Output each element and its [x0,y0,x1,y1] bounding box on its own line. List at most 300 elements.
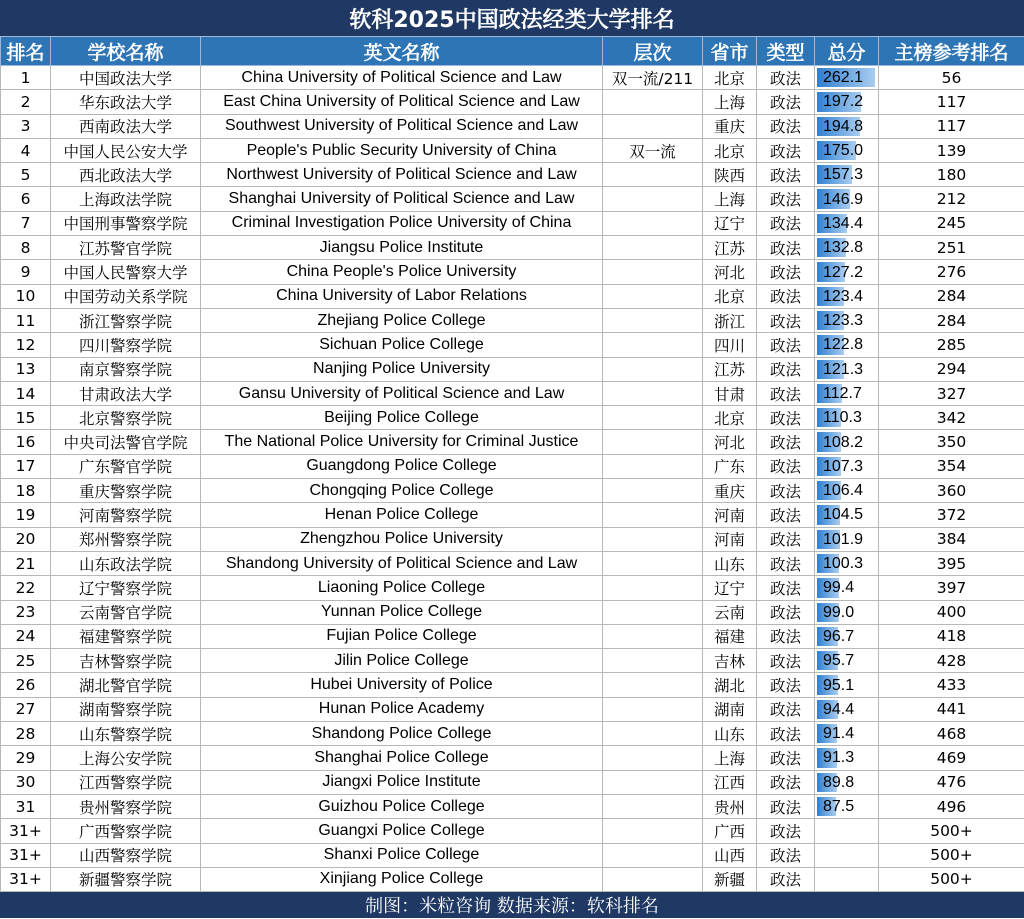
cell-rank: 9 [1,260,51,284]
score-value: 101.9 [823,530,864,548]
table-row[interactable] [1,236,1024,260]
cell-rank: 31+ [1,843,51,867]
cell-province: 重庆 [703,114,757,138]
cell-score [815,576,879,600]
cell-main-rank: 469 [879,746,1024,770]
table-row[interactable] [1,527,1024,551]
cell-main-rank: 284 [879,308,1024,332]
cell-type: 政法 [757,746,815,770]
header-english-name[interactable]: 英文名称 [201,37,603,66]
cell-rank: 15 [1,406,51,430]
cell-school-name: 贵州警察学院 [51,794,201,818]
cell-type: 政法 [757,187,815,211]
cell-rank: 11 [1,308,51,332]
cell-score [815,90,879,114]
cell-school-name: 上海公安学院 [51,746,201,770]
cell-level [603,333,703,357]
cell-level [603,187,703,211]
cell-english-name: Beijing Police College [201,406,603,430]
table-row[interactable] [1,503,1024,527]
cell-type: 政法 [757,138,815,162]
cell-type: 政法 [757,576,815,600]
score-value: 194.8 [823,117,864,135]
cell-level [603,90,703,114]
table-row[interactable] [1,430,1024,454]
cell-rank: 31+ [1,819,51,843]
cell-school-name: 中国劳动关系学院 [51,284,201,308]
cell-english-name: Jiangsu Police Institute [201,236,603,260]
page-title: 软科2025中国政法经类大学排名 [0,0,1024,36]
table-row[interactable] [1,66,1024,90]
cell-province: 云南 [703,600,757,624]
header-score[interactable]: 总分 [815,37,879,66]
cell-main-rank: 468 [879,722,1024,746]
cell-rank: 8 [1,236,51,260]
cell-province: 山西 [703,843,757,867]
cell-province: 上海 [703,187,757,211]
cell-rank: 26 [1,673,51,697]
score-value: 134.4 [823,214,864,232]
score-value: 99.0 [823,603,855,621]
cell-score [815,114,879,138]
cell-school-name: 吉林警察学院 [51,649,201,673]
cell-rank: 16 [1,430,51,454]
cell-level [603,503,703,527]
cell-score [815,527,879,551]
cell-type: 政法 [757,114,815,138]
cell-province: 广东 [703,454,757,478]
cell-province: 河南 [703,503,757,527]
cell-province: 吉林 [703,649,757,673]
cell-province: 北京 [703,284,757,308]
cell-score [815,551,879,575]
cell-level [603,454,703,478]
score-value: 106.4 [823,482,864,500]
cell-school-name: 华东政法大学 [51,90,201,114]
cell-rank: 24 [1,624,51,648]
cell-school-name: 湖南警察学院 [51,697,201,721]
cell-main-rank: 384 [879,527,1024,551]
header-row [1,37,1024,66]
cell-type: 政法 [757,770,815,794]
score-value: 99.4 [823,579,855,597]
cell-school-name: 新疆警察学院 [51,867,201,891]
score-value: 122.8 [823,336,864,354]
cell-score [815,236,879,260]
cell-type: 政法 [757,66,815,90]
score-value: 157.3 [823,166,864,184]
cell-main-rank: 117 [879,90,1024,114]
table-row[interactable] [1,260,1024,284]
cell-school-name: 西南政法大学 [51,114,201,138]
cell-rank: 30 [1,770,51,794]
cell-level [603,284,703,308]
cell-province: 江苏 [703,236,757,260]
cell-score [815,843,879,867]
cell-level [603,746,703,770]
table-row[interactable] [1,187,1024,211]
cell-level [603,770,703,794]
cell-score [815,649,879,673]
cell-main-rank: 117 [879,114,1024,138]
cell-school-name: 中国政法大学 [51,66,201,90]
cell-province: 陕西 [703,163,757,187]
cell-school-name: 湖北警官学院 [51,673,201,697]
cell-level [603,163,703,187]
cell-rank: 28 [1,722,51,746]
cell-score [815,770,879,794]
score-value: 89.8 [823,773,855,791]
cell-level [603,260,703,284]
cell-score [815,479,879,503]
cell-rank: 25 [1,649,51,673]
cell-score [815,454,879,478]
table-row[interactable] [1,138,1024,162]
cell-rank: 5 [1,163,51,187]
cell-main-rank: 354 [879,454,1024,478]
cell-type: 政法 [757,406,815,430]
cell-level [603,697,703,721]
cell-english-name: Nanjing Police University [201,357,603,381]
score-value: 112.7 [823,385,862,402]
cell-school-name: 郑州警察学院 [51,527,201,551]
cell-main-rank: 284 [879,284,1024,308]
cell-school-name: 上海政法学院 [51,187,201,211]
cell-score [815,430,879,454]
cell-english-name: The National Police University for Criminal Justice [201,430,603,454]
table-row[interactable] [1,794,1024,818]
table-row[interactable] [1,770,1024,794]
cell-english-name: Shanxi Police College [201,843,603,867]
cell-level [603,819,703,843]
cell-type: 政法 [757,527,815,551]
cell-english-name: Gansu University of Political Science and Law [201,381,603,405]
cell-level [603,867,703,891]
cell-rank: 22 [1,576,51,600]
table-row[interactable] [1,406,1024,430]
table-row[interactable] [1,479,1024,503]
cell-school-name: 北京警察学院 [51,406,201,430]
cell-school-name: 中国刑事警察学院 [51,211,201,235]
cell-province: 辽宁 [703,576,757,600]
cell-english-name: Hunan Police Academy [201,697,603,721]
cell-province: 上海 [703,746,757,770]
cell-type: 政法 [757,624,815,648]
cell-english-name: Zhengzhou Police University [201,527,603,551]
header-level[interactable]: 层次 [603,37,703,66]
score-value: 123.3 [823,312,864,330]
cell-school-name: 甘肃政法大学 [51,381,201,405]
cell-english-name: Chongqing Police College [201,479,603,503]
score-value: 107.3 [823,457,864,475]
cell-score [815,673,879,697]
table-row[interactable] [1,673,1024,697]
cell-level: 双一流/211 [603,66,703,90]
cell-english-name: China University of Labor Relations [201,284,603,308]
cell-province: 四川 [703,333,757,357]
cell-level [603,624,703,648]
score-value: 127.2 [823,263,864,281]
header-type[interactable]: 类型 [757,37,815,66]
cell-province: 北京 [703,66,757,90]
cell-level: 双一流 [603,138,703,162]
cell-main-rank: 245 [879,211,1024,235]
cell-type: 政法 [757,163,815,187]
table-row[interactable] [1,722,1024,746]
table-row[interactable] [1,163,1024,187]
table-row[interactable] [1,211,1024,235]
cell-rank: 23 [1,600,51,624]
cell-english-name: Guizhou Police College [201,794,603,818]
cell-school-name: 云南警官学院 [51,600,201,624]
cell-english-name: Shanghai University of Political Science and Law [201,187,603,211]
cell-province: 贵州 [703,794,757,818]
cell-english-name: Xinjiang Police College [201,867,603,891]
cell-type: 政法 [757,430,815,454]
cell-type: 政法 [757,722,815,746]
cell-main-rank: 139 [879,138,1024,162]
cell-province: 山东 [703,551,757,575]
cell-english-name: Hubei University of Police [201,673,603,697]
cell-level [603,794,703,818]
header-rank[interactable]: 排名 [1,37,51,66]
cell-level [603,722,703,746]
cell-type: 政法 [757,454,815,478]
cell-main-rank: 418 [879,624,1024,648]
cell-rank: 19 [1,503,51,527]
cell-rank: 1 [1,66,51,90]
cell-english-name: China University of Political Science and Law [201,66,603,90]
table-row[interactable] [1,697,1024,721]
cell-main-rank: 500+ [879,867,1024,891]
cell-main-rank: 294 [879,357,1024,381]
table-row[interactable] [1,308,1024,332]
cell-type: 政法 [757,697,815,721]
table-row[interactable] [1,819,1024,843]
cell-main-rank: 350 [879,430,1024,454]
cell-level [603,381,703,405]
cell-type: 政法 [757,794,815,818]
cell-main-rank: 251 [879,236,1024,260]
table-row[interactable] [1,843,1024,867]
score-value: 132.8 [823,239,864,257]
cell-score [815,697,879,721]
cell-school-name: 中央司法警官学院 [51,430,201,454]
cell-rank: 4 [1,138,51,162]
cell-main-rank: 397 [879,576,1024,600]
cell-school-name: 江西警察学院 [51,770,201,794]
cell-rank: 31 [1,794,51,818]
cell-level [603,211,703,235]
cell-english-name: Shandong University of Political Science and Law [201,551,603,575]
score-value: 96.7 [823,627,855,645]
cell-province: 河北 [703,430,757,454]
score-value: 121.3 [823,360,864,378]
cell-english-name: Henan Police College [201,503,603,527]
score-value: 91.4 [823,725,855,743]
cell-rank: 21 [1,551,51,575]
cell-level [603,576,703,600]
cell-type: 政法 [757,867,815,891]
cell-rank: 20 [1,527,51,551]
header-main-rank[interactable]: 主榜参考排名 [879,37,1024,66]
cell-province: 新疆 [703,867,757,891]
score-value: 87.5 [823,798,855,816]
cell-school-name: 广西警察学院 [51,819,201,843]
cell-level [603,479,703,503]
cell-english-name: Jilin Police College [201,649,603,673]
cell-main-rank: 400 [879,600,1024,624]
cell-english-name: Yunnan Police College [201,600,603,624]
cell-main-rank: 496 [879,794,1024,818]
cell-province: 浙江 [703,308,757,332]
cell-english-name: Zhejiang Police College [201,308,603,332]
score-value: 123.4 [823,287,864,305]
cell-score [815,211,879,235]
cell-province: 河北 [703,260,757,284]
score-value: 95.7 [823,652,855,670]
cell-score [815,624,879,648]
cell-province: 山东 [703,722,757,746]
cell-rank: 3 [1,114,51,138]
score-value: 197.2 [823,93,864,111]
cell-level [603,551,703,575]
cell-type: 政法 [757,284,815,308]
table-row[interactable] [1,333,1024,357]
table-row[interactable] [1,284,1024,308]
cell-type: 政法 [757,260,815,284]
cell-level [603,236,703,260]
cell-rank: 14 [1,381,51,405]
cell-province: 广西 [703,819,757,843]
score-value: 110.3 [823,409,862,427]
table-row[interactable] [1,576,1024,600]
cell-province: 湖北 [703,673,757,697]
cell-rank: 27 [1,697,51,721]
cell-rank: 10 [1,284,51,308]
cell-school-name: 广东警官学院 [51,454,201,478]
cell-score [815,163,879,187]
score-value: 262.1 [823,69,864,87]
cell-rank: 17 [1,454,51,478]
cell-level [603,600,703,624]
header-province[interactable]: 省市 [703,37,757,66]
cell-main-rank: 428 [879,649,1024,673]
table-row[interactable] [1,624,1024,648]
cell-school-name: 江苏警官学院 [51,236,201,260]
cell-type: 政法 [757,236,815,260]
cell-province: 湖南 [703,697,757,721]
table-row[interactable] [1,600,1024,624]
cell-rank: 18 [1,479,51,503]
footer-credit: 制图：米粒咨询 数据来源：软科排名 [0,892,1024,918]
cell-school-name: 浙江警察学院 [51,308,201,332]
cell-english-name: Guangdong Police College [201,454,603,478]
table-row[interactable] [1,551,1024,575]
table-row[interactable] [1,114,1024,138]
cell-province: 辽宁 [703,211,757,235]
ranking-table [0,36,1024,892]
cell-main-rank: 56 [879,66,1024,90]
cell-type: 政法 [757,649,815,673]
table-row[interactable] [1,649,1024,673]
score-value: 94.4 [823,700,855,718]
cell-school-name: 西北政法大学 [51,163,201,187]
cell-score [815,406,879,430]
table-row[interactable] [1,746,1024,770]
cell-type: 政法 [757,819,815,843]
cell-main-rank: 441 [879,697,1024,721]
cell-english-name: Liaoning Police College [201,576,603,600]
cell-main-rank: 342 [879,406,1024,430]
cell-score [815,284,879,308]
cell-main-rank: 212 [879,187,1024,211]
cell-province: 河南 [703,527,757,551]
cell-main-rank: 500+ [879,819,1024,843]
score-value: 91.3 [823,749,855,767]
cell-score [815,381,879,405]
cell-score [815,138,879,162]
table-row[interactable] [1,381,1024,405]
cell-main-rank: 476 [879,770,1024,794]
cell-score [815,600,879,624]
table-row[interactable] [1,357,1024,381]
cell-level [603,649,703,673]
cell-english-name: Jiangxi Police Institute [201,770,603,794]
cell-main-rank: 433 [879,673,1024,697]
cell-score [815,308,879,332]
table-row[interactable] [1,454,1024,478]
cell-rank: 2 [1,90,51,114]
cell-score [815,333,879,357]
score-value: 175.0 [823,142,864,160]
cell-province: 上海 [703,90,757,114]
cell-school-name: 中国人民公安大学 [51,138,201,162]
table-row[interactable] [1,90,1024,114]
cell-type: 政法 [757,551,815,575]
cell-main-rank: 180 [879,163,1024,187]
cell-rank: 6 [1,187,51,211]
cell-type: 政法 [757,600,815,624]
cell-school-name: 山东政法学院 [51,551,201,575]
cell-level [603,527,703,551]
cell-english-name: Shandong Police College [201,722,603,746]
cell-rank: 12 [1,333,51,357]
cell-level [603,114,703,138]
cell-main-rank: 395 [879,551,1024,575]
cell-english-name: Southwest University of Political Science and Law [201,114,603,138]
cell-type: 政法 [757,479,815,503]
cell-type: 政法 [757,90,815,114]
cell-english-name: Shanghai Police College [201,746,603,770]
cell-score [815,722,879,746]
cell-school-name: 南京警察学院 [51,357,201,381]
cell-english-name: Fujian Police College [201,624,603,648]
score-value: 108.2 [823,433,864,451]
cell-english-name: Guangxi Police College [201,819,603,843]
cell-english-name: China People's Police University [201,260,603,284]
cell-type: 政法 [757,381,815,405]
cell-main-rank: 360 [879,479,1024,503]
cell-score [815,187,879,211]
header-school-name[interactable]: 学校名称 [51,37,201,66]
table-row[interactable] [1,867,1024,891]
cell-english-name: East China University of Political Science and Law [201,90,603,114]
table-body [1,66,1024,892]
cell-main-rank: 276 [879,260,1024,284]
cell-level [603,430,703,454]
cell-score [815,819,879,843]
